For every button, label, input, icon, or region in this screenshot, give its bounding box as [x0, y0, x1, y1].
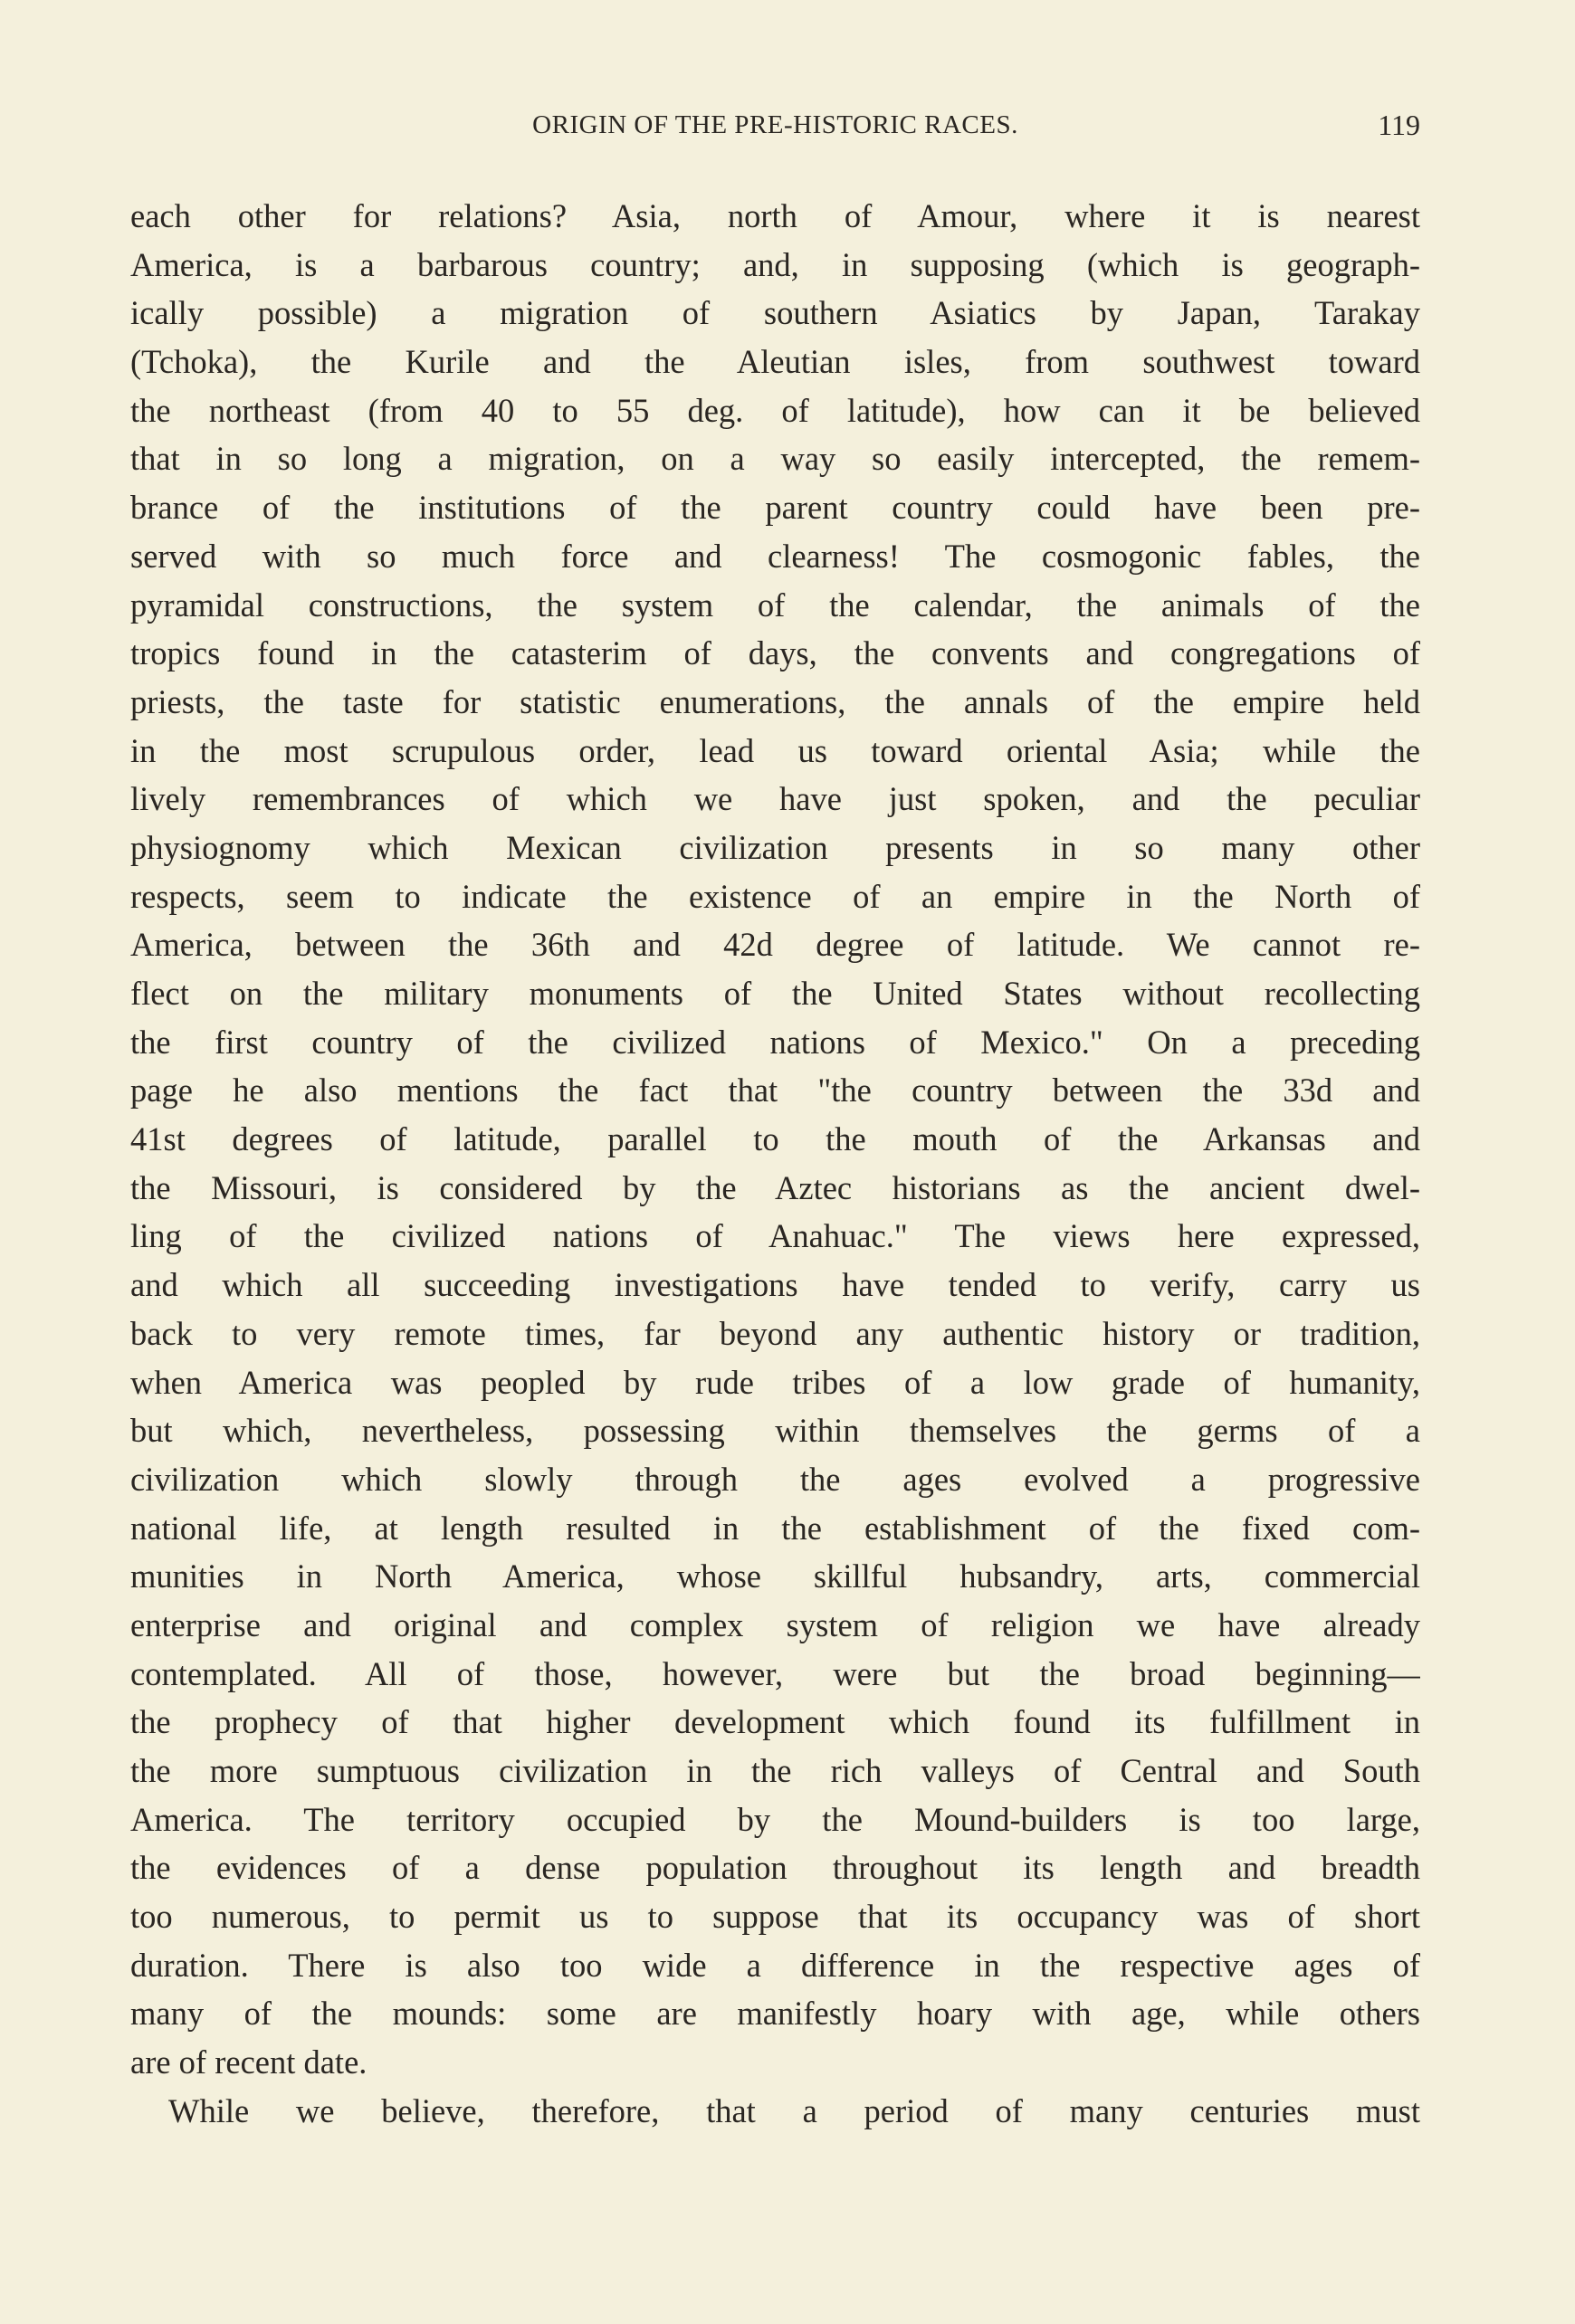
text-line: back to very remote times, far beyond any authentic history or tradition, — [130, 1314, 1420, 1352]
text-line: are of recent date. — [130, 2043, 368, 2081]
text-line: (Tchoka), the Kurile and the Aleutian isles, from southwest toward — [130, 343, 1420, 381]
text-line: national life, at length resulted in the establishment of the fixed com- — [130, 1509, 1420, 1547]
text-line: 41st degrees of latitude, parallel to the mouth of the Arkansas and — [130, 1120, 1420, 1158]
text-line: too numerous, to permit us to suppose that its occupancy was of short — [130, 1898, 1420, 1936]
text-line: pyramidal constructions, the system of the calendar, the animals of the — [130, 586, 1420, 624]
text-line: flect on the military monuments of the United States without recollecting — [130, 975, 1420, 1012]
text-line: ically possible) a migration of southern Asiatics by Japan, Tarakay — [130, 294, 1420, 332]
page-number: 119 — [1378, 109, 1420, 141]
text-line: the northeast (from 40 to 55 deg. of latitude), how can it be believed — [130, 391, 1420, 429]
text-line: America, is a barbarous country; and, in supposing (which is geograph- — [130, 245, 1420, 283]
text-line: the evidences of a dense population throughout its length and breadth — [130, 1849, 1420, 1887]
text-line: priests, the taste for statistic enumerations, the annals of the empire held — [130, 682, 1420, 720]
text-line: respects, seem to indicate the existence of an empire in the North of — [130, 877, 1420, 915]
running-title: ORIGIN OF THE PRE-HISTORIC RACES. — [532, 110, 1018, 139]
text-line: munities in North America, whose skillful hubsandry, arts, commercial — [130, 1557, 1420, 1595]
text-line: but which, nevertheless, possessing within themselves the germs of a — [130, 1412, 1420, 1450]
text-line: tropics found in the catasterim of days, the convents and congregations of — [130, 634, 1420, 672]
text-line: page he also mentions the fact that "the country between the 33d and — [130, 1072, 1420, 1110]
text-line: enterprise and original and complex system of religion we have already — [130, 1605, 1420, 1643]
text-line: duration. There is also too wide a difference in the respective ages of — [130, 1946, 1420, 1984]
text-line: each other for relations? Asia, north of Amour, where it is nearest — [130, 197, 1420, 234]
text-line: America. The territory occupied by the Mound-builders is too large, — [130, 1800, 1420, 1838]
text-line: physiognomy which Mexican civilization presents in so many other — [130, 828, 1420, 866]
text-line: the more sumptuous civilization in the rich valleys of Central and South — [130, 1752, 1420, 1789]
text-line: While we believe, therefore, that a period of many centuries must — [168, 2091, 1420, 2129]
text-line: civilization which slowly through the ages evolved a progressive — [130, 1460, 1420, 1498]
text-line: served with so much force and clearness! The cosmogonic fables, the — [130, 537, 1420, 575]
text-line: ling of the civilized nations of Anahuac." The views here expressed, — [130, 1217, 1420, 1255]
text-line: America, between the 36th and 42d degree of latitude. We cannot re- — [130, 926, 1420, 964]
text-line: many of the mounds: some are manifestly hoary with age, while others — [130, 1995, 1420, 2033]
text-line: lively remembrances of which we have just spoken, and the peculiar — [130, 780, 1420, 818]
text-line: the first country of the civilized nations of Mexico." On a preceding — [130, 1023, 1420, 1061]
text-line: brance of the institutions of the parent country could have been pre- — [130, 489, 1420, 527]
text-line: and which all succeeding investigations have tended to verify, carry us — [130, 1266, 1420, 1304]
text-line: contemplated. All of those, however, were but the broad beginning— — [130, 1654, 1420, 1692]
text-line: that in so long a migration, on a way so easily intercepted, the remem- — [130, 440, 1420, 478]
page-header — [130, 110, 1420, 150]
text-line: the Missouri, is considered by the Aztec historians as the ancient dwel- — [130, 1168, 1420, 1206]
body-text — [130, 192, 1420, 2136]
text-line: when America was peopled by rude tribes of a low grade of humanity, — [130, 1363, 1420, 1401]
text-line: the prophecy of that higher development which found its fulfillment in — [130, 1703, 1420, 1741]
text-line: in the most scrupulous order, lead us toward oriental Asia; while the — [130, 731, 1420, 769]
